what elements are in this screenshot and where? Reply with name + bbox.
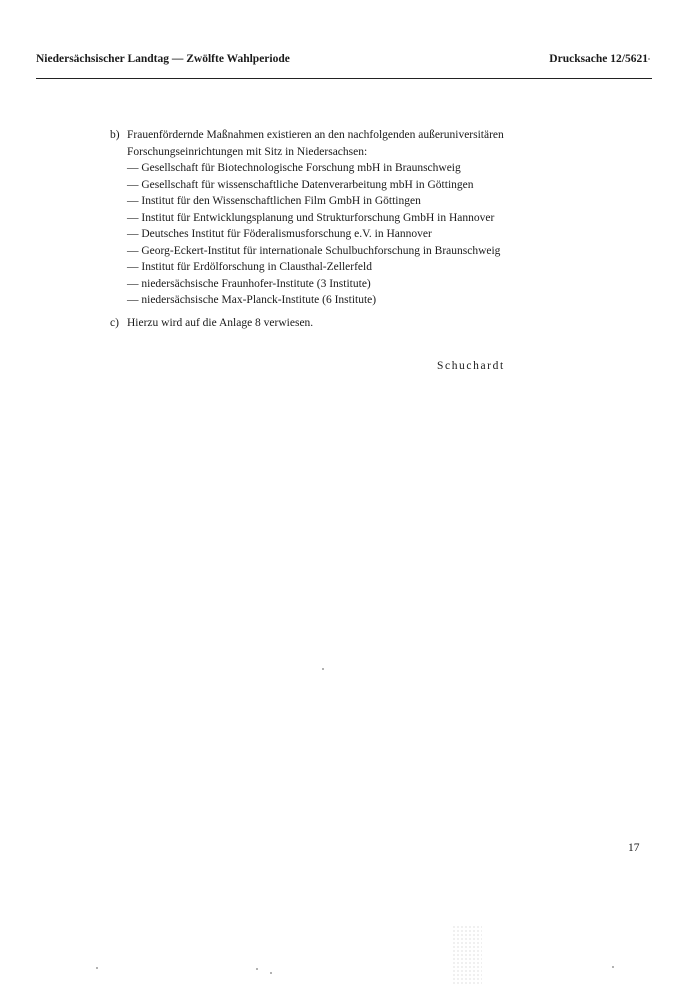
signature: Schuchardt — [437, 360, 505, 372]
item-b-intro-line-1: Frauenfördernde Maßnahmen existieren an den nachfolgenden außeruniversitären — [127, 129, 504, 141]
institute-list — [110, 160, 550, 309]
scan-speck — [256, 968, 258, 970]
scan-noise — [452, 925, 482, 985]
institute-list-item: — Georg-Eckert-Institut für internationale Schulbuchforschung in Braunschweig — [127, 244, 501, 257]
header-rule — [36, 78, 652, 79]
institute-list-item: — Institut für Entwicklungsplanung und Strukturforschung GmbH in Hannover — [127, 211, 495, 224]
institute-list-item: — Gesellschaft für wissenschaftliche Datenverarbeitung mbH in Göttingen — [127, 178, 474, 191]
institute-list-item: — Gesellschaft für Biotechnologische Forschung mbH in Braunschweig — [127, 162, 461, 174]
institute-list-item: — Institut für Erdölforschung in Clausthal-Zellerfeld — [127, 261, 372, 273]
scan-speck — [612, 966, 614, 968]
header-parliament-title: Niedersächsischer Landtag — Zwölfte Wahlperiode — [36, 53, 290, 65]
answer-item-b — [110, 127, 550, 160]
item-c-marker: c) — [110, 316, 119, 329]
scan-speck — [96, 967, 98, 969]
item-b-intro-line-2: Forschungseinrichtungen mit Sitz in Niedersachsen: — [127, 145, 368, 158]
page-number: 17 — [628, 842, 640, 854]
item-b-marker: b) — [110, 129, 120, 141]
scan-speck — [648, 58, 650, 60]
scan-speck — [322, 668, 324, 670]
header-document-number: Drucksache 12/5621 — [549, 53, 648, 65]
answer-item-c — [110, 315, 550, 332]
institute-list-item: — niedersächsische Fraunhofer-Institute (3 Institute) — [127, 277, 371, 290]
item-c-text: Hierzu wird auf die Anlage 8 verwiesen. — [127, 316, 314, 329]
institute-list-item: — niedersächsische Max-Planck-Institute (6 Institute) — [127, 294, 377, 306]
scan-speck — [270, 972, 272, 974]
page-header — [36, 53, 648, 69]
institute-list-item: — Deutsches Institut für Föderalismusforschung e.V. in Hannover — [127, 228, 432, 240]
document-body — [110, 127, 550, 331]
institute-list-item: — Institut für den Wissenschaftlichen Film GmbH in Göttingen — [127, 195, 421, 207]
